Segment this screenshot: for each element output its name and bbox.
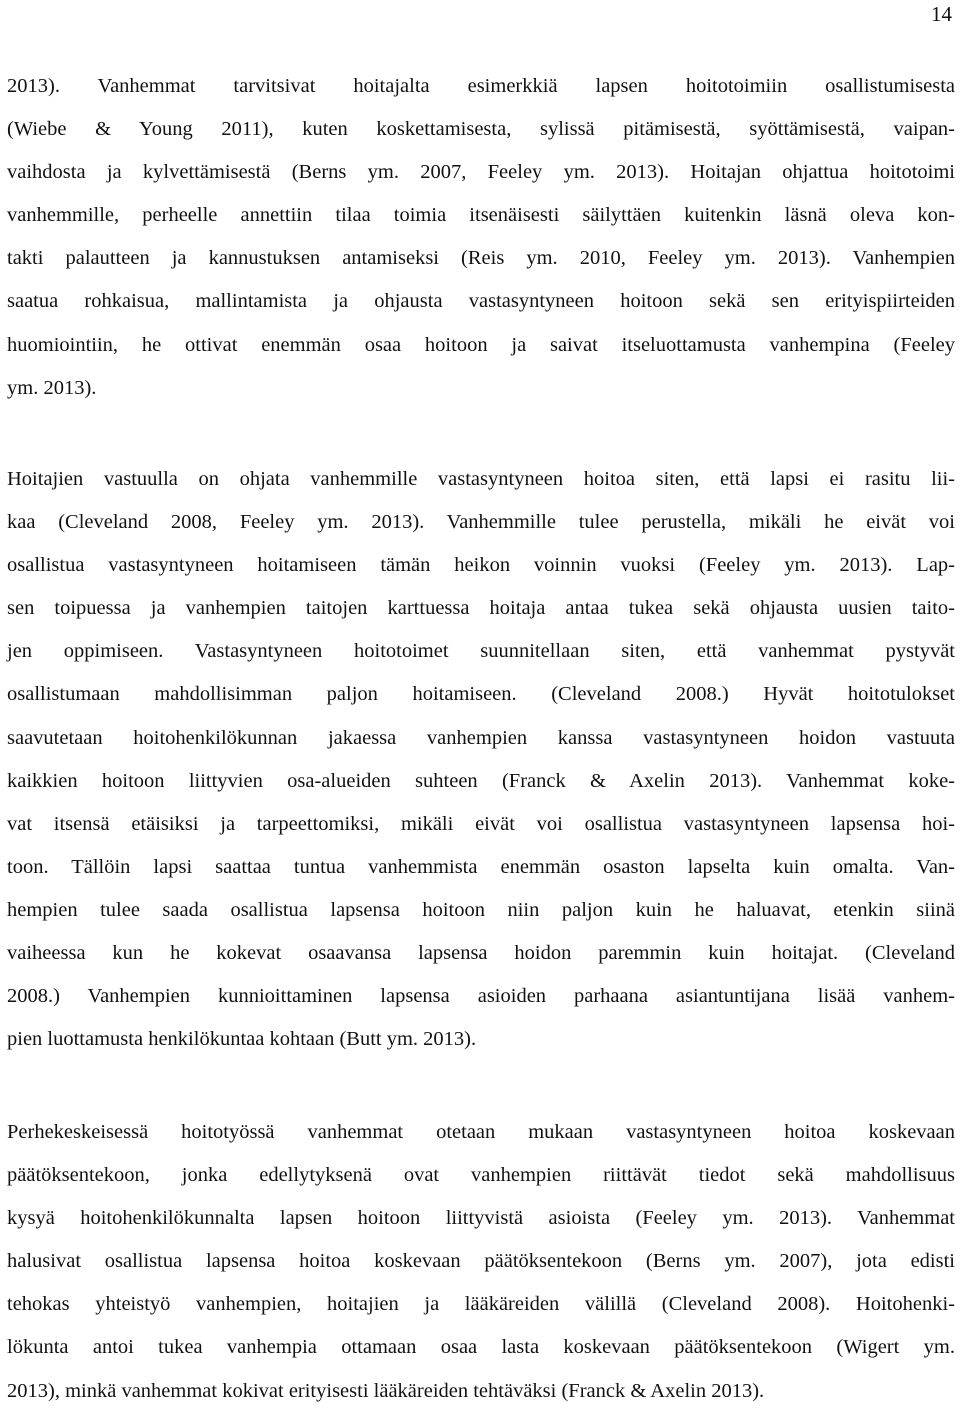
text-line: lökunta antoi tukea vanhempia ottamaan osaa lasta koskevaan päätöksentekoon (Wigert ym. xyxy=(7,1336,955,1359)
paragraph-1 xyxy=(7,65,955,410)
text-line: osallistumaan mahdollisimman paljon hoitamiseen. (Cleveland 2008.) Hyvät hoitotulokset xyxy=(7,683,955,706)
text-line: 2013), minkä vanhemmat kokivat erityisesti lääkäreiden tehtäväksi (Franck & Axelin 2013). xyxy=(7,1379,765,1402)
page-number: 14 xyxy=(931,2,952,26)
text-line: (Wiebe & Young 2011), kuten koskettamisesta, sylissä pitämisestä, syöttämisestä, vaipan- xyxy=(7,118,955,141)
text-line: sen toipuessa ja vanhempien taitojen karttuessa hoitaja antaa tukea sekä ohjausta uusien taito- xyxy=(7,597,955,620)
text-line: pien luottamusta henkilökuntaa kohtaan (Butt ym. 2013). xyxy=(7,1028,477,1051)
text-line: Hoitajien vastuulla on ohjata vanhemmille vastasyntyneen hoitoa siten, että lapsi ei rasitu lii- xyxy=(7,468,955,490)
text-line: 2013). Vanhemmat tarvitsivat hoitajalta esimerkkiä lapsen hoitotoimiin osallistumisesta xyxy=(7,75,955,97)
text-line: kysyä hoitohenkilökunnalta lapsen hoitoon liittyvistä asioista (Feeley ym. 2013). Vanhemmat xyxy=(7,1207,955,1230)
text-line: hempien tulee saada osallistua lapsensa hoitoon niin paljon kuin he haluavat, etenkin siinä xyxy=(7,898,955,921)
paragraph-3 xyxy=(7,1111,955,1413)
text-line: kaa (Cleveland 2008, Feeley ym. 2013). Vanhemmille tulee perustella, mikäli he eivät voi xyxy=(7,511,955,534)
text-line: saavutetaan hoitohenkilökunnan jakaessa vanhempien kanssa vastasyntyneen hoidon vastuuta xyxy=(7,726,955,749)
text-line: ym. 2013). xyxy=(7,376,97,399)
text-line: saatua rohkaisua, mallintamista ja ohjausta vastasyntyneen hoitoon sekä sen erityispiirteiden xyxy=(7,290,955,313)
text-line: osallistua vastasyntyneen hoitamiseen tämän heikon voinnin vuoksi (Feeley ym. 2013). Lap- xyxy=(7,554,955,577)
text-line: vat itsensä etäisiksi ja tarpeettomiksi, mikäli eivät voi osallistua vastasyntyneen lapsensa hoi- xyxy=(7,812,955,835)
text-line: vaiheessa kun he kokevat osaavansa lapsensa hoidon paremmin kuin hoitajat. (Cleveland xyxy=(7,942,955,965)
text-line: jen oppimiseen. Vastasyntyneen hoitotoimet suunnitellaan siten, että vanhemmat pystyvät xyxy=(7,640,955,663)
text-line: kaikkien hoitoon liittyvien osa-alueiden suhteen (Franck & Axelin 2013). Vanhemmat koke- xyxy=(7,769,955,792)
paragraph-2 xyxy=(7,458,955,1061)
text-line: päätöksentekoon, jonka edellytyksenä ovat vanhempien riittävät tiedot sekä mahdollisuus xyxy=(7,1164,955,1187)
text-line: halusivat osallistua lapsensa hoitoa koskevaan päätöksentekoon (Berns ym. 2007), jota edisti xyxy=(7,1250,955,1273)
text-line: vanhemmille, perheelle annettiin tilaa toimia itsenäisesti säilyttäen kuitenkin läsnä oleva kon- xyxy=(7,204,955,227)
text-line: takti palautteen ja kannustuksen antamiseksi (Reis ym. 2010, Feeley ym. 2013). Vanhempien xyxy=(7,247,955,270)
text-line: vaihdosta ja kylvettämisestä (Berns ym. 2007, Feeley ym. 2013). Hoitajan ohjattua hoitotoimi xyxy=(7,161,955,184)
text-line: toon. Tällöin lapsi saattaa tuntua vanhemmista enemmän osaston lapselta kuin omalta. Van- xyxy=(7,855,955,878)
text-line: Perhekeskeisessä hoitotyössä vanhemmat otetaan mukaan vastasyntyneen hoitoa koskevaan xyxy=(7,1121,955,1143)
text-line: 2008.) Vanhempien kunnioittaminen lapsensa asioiden parhaana asiantuntijana lisää vanhem- xyxy=(7,985,955,1008)
text-line: huomiointiin, he ottivat enemmän osaa hoitoon ja saivat itseluottamusta vanhempina (Feeley xyxy=(7,333,955,356)
text-line: tehokas yhteistyö vanhempien, hoitajien ja lääkäreiden välillä (Cleveland 2008). Hoitohenki- xyxy=(7,1293,955,1316)
